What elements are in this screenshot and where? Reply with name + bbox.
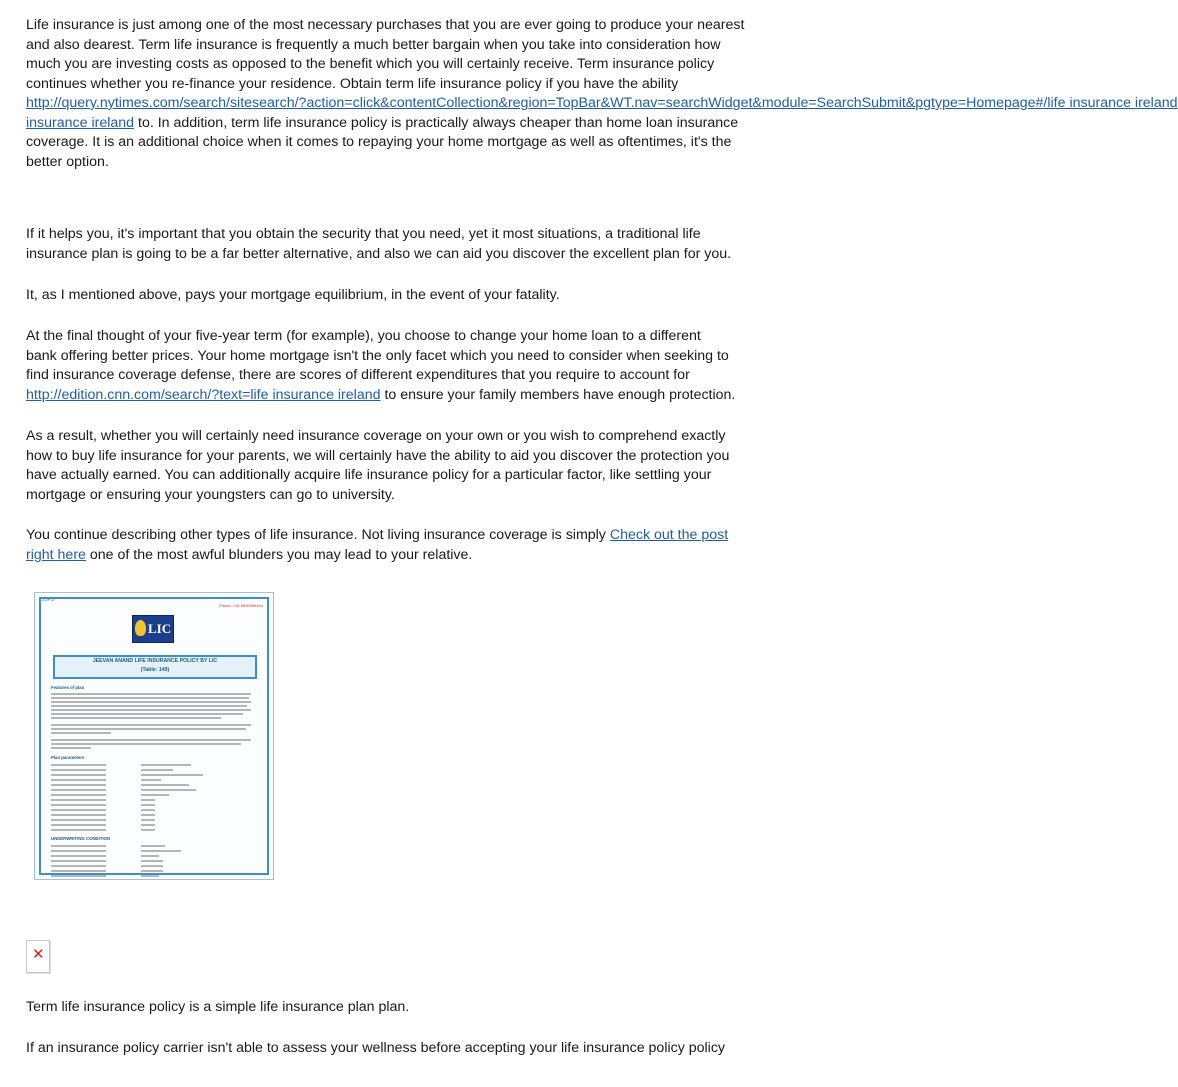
- text-line: It, as I mentioned above, pays your mortgage equilibrium, in the event of your fatality.: [26, 287, 560, 303]
- nytimes-search-link-tail[interactable]: insurance ireland: [26, 114, 135, 131]
- text-line: better option.: [26, 153, 109, 170]
- paragraph-mortgage: [26, 286, 748, 306]
- paragraph-intro: [26, 16, 1178, 172]
- text-line: how to buy life insurance for your parents, we will certainly have the ability to aid you discover the protection you: [26, 447, 730, 464]
- phone-number: Phone: +91 9595966444: [219, 603, 263, 608]
- text-line: have actually earned. You can additionally acquire life insurance policy for a particular factor, like settling your: [26, 467, 712, 483]
- text-placeholder: [51, 728, 246, 730]
- paragraph-wellness: [26, 1039, 748, 1059]
- text-placeholder: [51, 732, 111, 734]
- text-placeholder: [51, 705, 247, 707]
- paragraph-security: [26, 225, 748, 264]
- broken-image: [26, 940, 50, 973]
- lic-emblem-icon: [135, 620, 146, 636]
- text-line: Term life insurance policy is a simple life insurance plan plan.: [26, 999, 410, 1015]
- text-line: At the final thought of your five-year term (for example), you choose to change your home loan to a different: [26, 328, 701, 344]
- text-line: [26, 94, 1178, 114]
- text-line: Life insurance is just among one of the most necessary purchases that you are ever going to produce your nearest: [26, 17, 745, 33]
- lic-logo: [132, 615, 174, 643]
- text-line: [26, 114, 748, 134]
- paragraph-types: [26, 526, 748, 565]
- text-line: insurance plan is going to be a far better alternative, and also we can aid you discover the excellent plan for you.: [26, 245, 732, 262]
- underwriting-row: [51, 873, 226, 878]
- text-placeholder: [51, 724, 251, 726]
- text-fragment: to. In addition, term life insurance policy is practically always cheaper than home loan insurance: [134, 114, 739, 131]
- paragraph-five-year-term: [26, 327, 748, 405]
- text-line: [26, 546, 748, 566]
- check-out-post-link[interactable]: Check out the post: [609, 527, 729, 543]
- text-line: coverage. It is an additional choice when it comes to repaying your home mortgage as well as oftentimes, it's the: [26, 134, 732, 150]
- text-placeholder: [51, 709, 251, 711]
- text-line: [26, 526, 748, 546]
- section-underwriting-heading: UNDERWRITING CONDITION: [51, 836, 111, 841]
- ssfs-logo: SSFS: [41, 597, 55, 603]
- text-placeholder: [51, 743, 241, 745]
- text-line: mortgage or ensuring your youngsters can go to university.: [26, 486, 395, 503]
- parameter-row: [51, 827, 226, 832]
- text-line: find insurance coverage defense, there are scores of different expenditures that you require to account for: [26, 367, 690, 383]
- text-placeholder: [51, 701, 251, 703]
- broken-image-icon: ✕: [32, 945, 45, 963]
- text-line: If it helps you, it's important that you obtain the security that you need, yet it most situations, a traditional life: [26, 226, 701, 242]
- cnn-search-link[interactable]: http://edition.cnn.com/search/?text=life insurance ireland: [26, 386, 381, 403]
- text-placeholder: [51, 717, 221, 719]
- text-line: and also dearest. Term life insurance is frequently a much better bargain when you take into consideration how: [26, 36, 721, 53]
- text-fragment: one of the most awful blunders you may lead to your relative.: [85, 546, 473, 563]
- lic-policy-image: [34, 592, 274, 880]
- text-fragment: to ensure your family members have enough protection.: [380, 386, 736, 403]
- policy-table-number: (Table: 149): [140, 667, 170, 673]
- text-placeholder: [51, 693, 251, 695]
- text-line: continues whether you re-finance your residence. Obtain term life insurance policy if you have the ability: [26, 75, 679, 92]
- text-line: much you are investing costs as opposed to the benefit which you will certainly receive. Term insurance policy: [26, 56, 715, 72]
- text-line: As a result, whether you will certainly need insurance coverage on your own or you wish to comprehend exactly: [26, 428, 726, 444]
- section-features-heading: Features of plan: [51, 685, 85, 690]
- section-parameters-heading: Plan parameters: [51, 755, 85, 760]
- text-line: If an insurance policy carrier isn't able to assess your wellness before accepting your life insurance policy policy: [26, 1040, 726, 1056]
- policy-title-box: [53, 655, 257, 679]
- text-placeholder: [51, 697, 249, 699]
- text-placeholder: [51, 713, 243, 715]
- policy-title: JEEVAN ANAND LIFE INSURANCE POLICY BY LIC: [92, 658, 218, 664]
- nytimes-search-link[interactable]: http://query.nytimes.com/search/sitesearch/?action=click&contentCollection&region=TopBar&WT.nav=searchWidget&module=SearchSubmit&pgtype=Homepage#/life insurance ireland: [26, 95, 1178, 111]
- text-line: bank offering better prices. Your home mortgage isn't the only facet which you need to consider when seeking to: [26, 347, 729, 364]
- text-placeholder: [51, 739, 251, 741]
- text-placeholder: [51, 747, 91, 749]
- text-line: [26, 386, 748, 406]
- lic-logo-text: LIC: [148, 621, 172, 636]
- text-fragment: You continue describing other types of life insurance. Not living insurance coverage is simply: [26, 527, 610, 543]
- paragraph-term-simple: [26, 998, 748, 1018]
- right-here-link[interactable]: right here: [26, 546, 86, 563]
- paragraph-coverage: [26, 427, 748, 505]
